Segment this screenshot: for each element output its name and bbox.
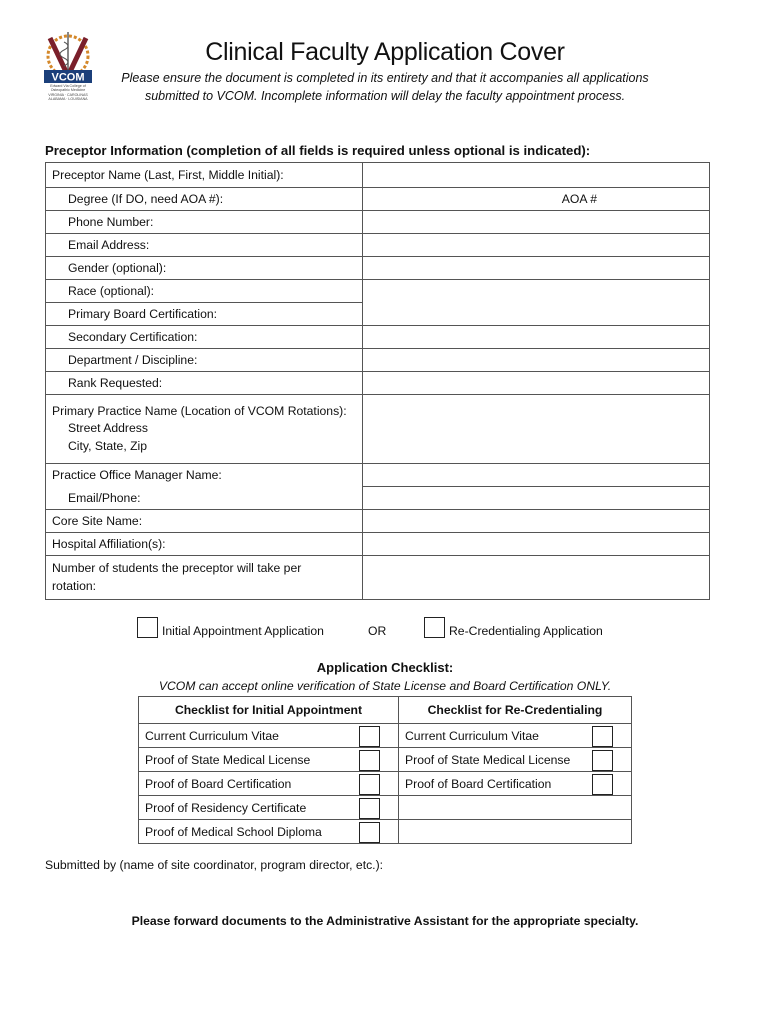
practice-name-label: Primary Practice Name (Location of VCOM Rotations): (52, 403, 347, 418)
recredentialing-label: Re-Credentialing Application (449, 624, 603, 638)
initial-item-label: Proof of Medical School Diploma (145, 824, 322, 839)
core-site-field[interactable] (363, 510, 710, 533)
city-label: City, State, Zip (68, 438, 148, 453)
rank-label: Rank Requested: (46, 372, 363, 395)
department-label: Department / Discipline: (46, 349, 363, 372)
subtitle-line-2: submitted to VCOM. Incomplete information will delay the faculty appointment process. (144, 89, 626, 103)
preceptor-section-heading: Preceptor Information (completion of all fields is required unless optional is indicated): (45, 143, 591, 158)
initial-item-checkbox[interactable] (359, 774, 380, 795)
primary-board-field[interactable] (363, 303, 710, 326)
phone-label: Phone Number: (46, 211, 363, 234)
race-label: Race (optional): (46, 280, 363, 303)
students-field[interactable] (363, 556, 710, 600)
recred-item-checkbox[interactable] (592, 726, 613, 747)
initial-item-checkbox[interactable] (359, 798, 380, 819)
gender-label: Gender (optional): (46, 257, 363, 280)
recredentialing-checkbox[interactable] (424, 617, 445, 638)
recred-empty-cell (399, 796, 632, 820)
col-initial-header: Checklist for Initial Appointment (139, 697, 399, 724)
recred-item-checkbox[interactable] (592, 774, 613, 795)
preceptor-name-label: Preceptor Name (Last, First, Middle Initial): (46, 163, 363, 188)
recred-item (399, 724, 632, 748)
practice-field[interactable] (363, 395, 710, 464)
initial-item-label: Current Curriculum Vitae (145, 728, 279, 743)
logo-institution-lines: Edward Via College of Osteopathic Medicine VIRGINIA · CAROLINAS ALABAMA · LOUISIANA (48, 84, 88, 101)
gender-field[interactable] (363, 257, 710, 280)
office-manager-field[interactable] (363, 464, 710, 487)
subtitle-line-1: Please ensure the document is completed in its entirety and that it accompanies all applications (121, 71, 649, 85)
preceptor-name-field[interactable] (363, 163, 710, 188)
checklist-note: VCOM can accept online verification of State License and Board Certification ONLY. (158, 679, 612, 693)
initial-item-checkbox[interactable] (359, 822, 380, 843)
degree-label: Degree (If DO, need AOA #): (46, 188, 363, 211)
students-label-cell (46, 556, 363, 600)
checklist-title: Application Checklist: (316, 660, 454, 675)
secondary-cert-field[interactable] (363, 326, 710, 349)
rank-field[interactable] (363, 372, 710, 395)
email-field[interactable] (363, 234, 710, 257)
preceptor-info-table (45, 162, 710, 600)
col-recred-header: Checklist for Re-Credentialing (399, 697, 632, 724)
initial-item (139, 796, 399, 820)
hospital-field[interactable] (363, 533, 710, 556)
recred-item (399, 748, 632, 772)
initial-item-checkbox[interactable] (359, 726, 380, 747)
recred-item (399, 772, 632, 796)
recred-item-label: Proof of Board Certification (405, 776, 552, 791)
students-label-line-2: rotation: (52, 578, 97, 593)
initial-appointment-label: Initial Appointment Application (162, 624, 324, 638)
initial-item (139, 748, 399, 772)
submitted-by-label: Submitted by (name of site coordinator, program director, etc.): (45, 858, 384, 872)
forward-instructions: Please forward documents to the Administrative Assistant for the appropriate specialty. (131, 914, 639, 928)
hospital-label: Hospital Affiliation(s): (46, 533, 363, 556)
page-title: Clinical Faculty Application Cover (205, 38, 565, 66)
secondary-cert-label: Secondary Certification: (46, 326, 363, 349)
department-field[interactable] (363, 349, 710, 372)
initial-item (139, 820, 399, 844)
initial-item-label: Proof of Residency Certificate (145, 800, 307, 815)
race-field[interactable] (363, 280, 710, 303)
degree-field[interactable] (363, 188, 710, 211)
office-manager-label: Practice Office Manager Name: (46, 464, 363, 487)
initial-item-checkbox[interactable] (359, 750, 380, 771)
recred-item-label: Proof of State Medical License (405, 752, 571, 767)
recred-empty-cell (399, 820, 632, 844)
email-label: Email Address: (46, 234, 363, 257)
street-label: Street Address (68, 421, 148, 436)
phone-field[interactable] (363, 211, 710, 234)
initial-item (139, 724, 399, 748)
email-phone-field[interactable] (363, 487, 710, 510)
initial-appointment-checkbox[interactable] (137, 617, 158, 638)
or-label: OR (368, 624, 387, 638)
logo-text: VCOM (51, 71, 85, 84)
initial-item-label: Proof of Board Certification (145, 776, 292, 791)
practice-label-cell (46, 395, 363, 464)
recred-item-checkbox[interactable] (592, 750, 613, 771)
initial-item (139, 772, 399, 796)
recred-item-label: Current Curriculum Vitae (405, 728, 539, 743)
aoa-label: AOA # (561, 192, 597, 206)
checklist-table (138, 696, 632, 844)
core-site-label: Core Site Name: (46, 510, 363, 533)
email-phone-label: Email/Phone: (46, 487, 363, 510)
initial-item-label: Proof of State Medical License (145, 752, 311, 767)
primary-board-label: Primary Board Certification: (46, 303, 363, 326)
students-label-line-1: Number of students the preceptor will take per (52, 561, 302, 575)
